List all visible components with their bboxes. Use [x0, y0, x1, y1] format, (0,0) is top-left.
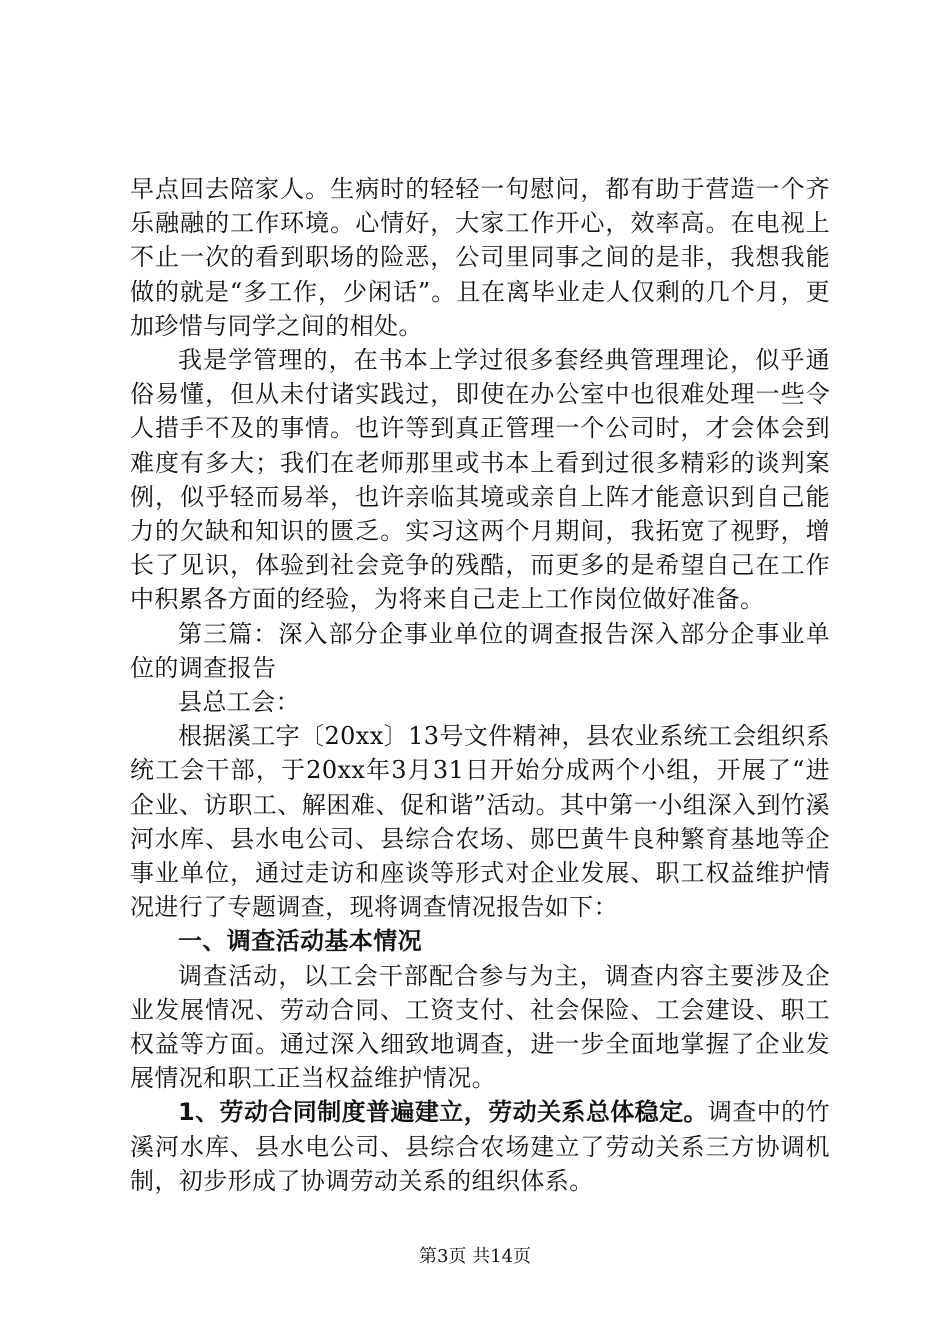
- labor-contract-lead: 1、劳动合同制度普遍建立，劳动关系总体稳定。: [178, 1098, 708, 1127]
- page-footer: 第3页 共14页: [418, 1246, 532, 1267]
- paragraph-family-time: 早点回去陪家人。生病时的轻轻一句慰问，都有助于营造一个齐乐融融的工作环境。心情好，大家工作开心，效率高。在电视上不止一次的看到职场的险恶，公司里同事之间的是非，我想我能做的就是“多工作，少闲话”。且在离毕业走人仅剩的几个月，更加珍惜与同学之间的相处。: [130, 175, 830, 340]
- section-title-part-three: 第三篇：深入部分企事业单位的调查报告深入部分企事业单位的调查报告: [130, 619, 830, 682]
- salutation: 县总工会：: [178, 688, 300, 717]
- paragraph-survey-intro: 根据溪工字〔20xx〕13号文件精神，县农业系统工会组织系统工会干部，于20xx年3月31日开始分成两个小组，开展了“进企业、访职工、解困难、促和谐”活动。其中第一小组深入到竹溪河水库、县水电公司、县综合农场、郧巴黄牛良种繁育基地等企事业单位，通过走访和座谈等形式对企业发展、职工权益维护情况进行了专题调查，现将调查情况报告如下：: [130, 722, 830, 922]
- paragraph-survey-activity: 调查活动，以工会干部配合参与为主，调查内容主要涉及企业发展情况、劳动合同、工资支付、社会保险、工会建设、职工权益等方面。通过深入细致地调查，进一步全面地掌握了企业发展情况和职工正当权益维护情况。: [130, 961, 830, 1093]
- paragraph-labor-contract: [130, 1095, 830, 1198]
- document-body: [130, 172, 830, 1198]
- heading-survey-basics: 一、调查活动基本情况: [178, 927, 422, 956]
- labor-contract-text: 调查中的竹溪河水库、县水电公司、县综合农场建立了劳动关系三方协调机制，初步形成了协调劳动关系的组织体系。: [130, 1098, 830, 1195]
- paragraph-management-study: 我是学管理的，在书本上学过很多套经典管理理论，似乎通俗易懂，但从未付诸实践过，即使在办公室中也很难处理一些令人措手不及的事情。也许等到真正管理一个公司时，才会体会到难度有多大；我们在老师那里或书本上看到过很多精彩的谈判案例，似乎轻而易举，也许亲临其境或亲自上阵才能意识到自己能力的欠缺和知识的匮乏。实习这两个月期间，我拓宽了视野，增长了见识，体验到社会竞争的残酷，而更多的是希望自己在工作中积累各方面的经验，为将来自己走上工作岗位做好准备。: [130, 346, 830, 614]
